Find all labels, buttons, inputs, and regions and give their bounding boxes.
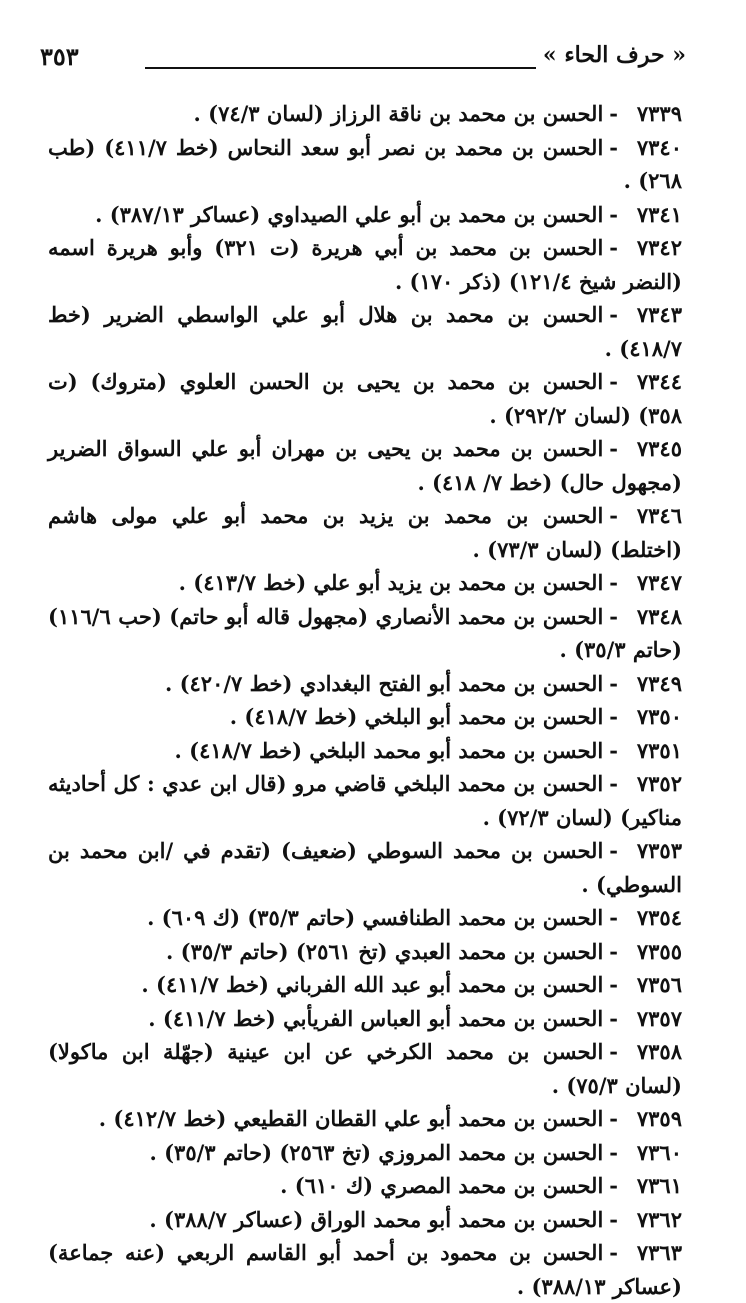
- entry-7349: [48, 667, 682, 701]
- entry-text: الحسن بن محمد أبو محمد البلخي (خط ٤١٨/٧) .: [174, 737, 604, 763]
- entry-text: الحسن بن محمد أبو العباس الفريأبي (خط ٤١١/٧) .: [148, 1005, 604, 1031]
- entry-number: ٧٣٤٢: [636, 235, 682, 260]
- entry-7341: [48, 198, 682, 232]
- entry-7350: [48, 700, 682, 734]
- entry-dash: -: [609, 1240, 618, 1265]
- entry-7357: [48, 1002, 682, 1036]
- entry-dash: -: [609, 503, 618, 528]
- entry-dash: -: [609, 1039, 618, 1064]
- entry-dash: -: [609, 1139, 618, 1165]
- entry-text: الحسن بن محمد بن هلال أبو علي الواسطي الضرير (خط ٤١٨/٧) .: [48, 302, 682, 361]
- entry-text: الحسن بن محمود بن أحمد أبو القاسم الربعي (عنه جماعة) (عساكر ٣٨٨/١٣) .: [48, 1240, 682, 1299]
- entry-text: الحسن بن محمد بن يزيد أبو علي (خط ٤١٣/٧) .: [178, 570, 604, 595]
- entry-text: الحسن بن محمد أبو علي القطان القطيعي (خط ٤١٢/٧) .: [98, 1106, 604, 1131]
- entry-number: ٧٣٤٩: [636, 670, 682, 696]
- entry-number: ٧٣٥٣: [636, 838, 682, 863]
- entry-text: الحسن بن محمد أبو البلخي (خط ٤١٨/٧) .: [229, 704, 604, 729]
- entry-7352: [48, 767, 682, 834]
- entry-dash: -: [609, 972, 618, 997]
- entry-dash: -: [609, 134, 618, 160]
- entry-text: الحسن بن محمد البلخي قاضي مرو (قال ابن عدي : كل أحاديثه مناكير) (لسان ٧٢/٣) .: [48, 771, 682, 830]
- entry-number: ٧٣٦٣: [636, 1240, 682, 1265]
- entry-dash: -: [609, 704, 618, 729]
- entry-number: ٧٣٥١: [636, 737, 682, 763]
- entry-number: ٧٣٥٢: [636, 771, 682, 796]
- entry-number: ٧٣٥٨: [636, 1039, 682, 1064]
- entry-text: الحسن بن محمد بن أبو علي الصيداوي (عساكر ٣٨٧/١٣) .: [95, 201, 604, 227]
- entry-number: ٧٣٦٠: [636, 1139, 682, 1165]
- entry-number: ٧٣٤٧: [636, 570, 682, 595]
- entry-dash: -: [609, 1106, 618, 1131]
- entry-7339: [48, 97, 682, 131]
- entry-number: ٧٣٥٦: [636, 972, 682, 997]
- entry-number: ٧٣٦٢: [636, 1206, 682, 1232]
- entry-dash: -: [609, 302, 618, 327]
- entry-7363: [48, 1236, 682, 1303]
- entry-dash: -: [609, 737, 618, 763]
- entry-text: الحسن بن محمد الأنصاري (مجهول قاله أبو حاتم) (حب ١١٦/٦) (حاتم ٣٥/٣) .: [48, 603, 682, 662]
- entry-7362: [48, 1203, 682, 1237]
- entry-text: الحسن بن محمد أبو عبد الله الفرباني (خط ٤١١/٧) .: [141, 972, 604, 997]
- page-header: [40, 42, 686, 82]
- entry-dash: -: [609, 570, 618, 595]
- entry-dash: -: [609, 771, 618, 796]
- entry-number: ٧٣٥٥: [636, 938, 682, 964]
- entry-text: الحسن بن محمد بن يزيد بن محمد أبو علي مولى هاشم (اختلط) (لسان ٧٣/٣) .: [48, 503, 682, 562]
- entry-7358: [48, 1035, 682, 1102]
- entry-7359: [48, 1102, 682, 1136]
- entry-dash: -: [609, 1173, 618, 1198]
- entry-number: ٧٣٤١: [636, 201, 682, 227]
- page-number: ٣٥٣: [40, 42, 79, 71]
- entry-text: الحسن بن محمد أبو محمد الوراق (عساكر ٣٨٨/٧) .: [149, 1206, 604, 1232]
- entry-7345: [48, 432, 682, 499]
- entry-dash: -: [609, 603, 618, 629]
- entry-7361: [48, 1169, 682, 1203]
- entry-7356: [48, 968, 682, 1002]
- entry-number: ٧٣٤٠: [636, 134, 682, 160]
- entry-number: ٧٣٦١: [636, 1173, 682, 1198]
- entry-number: ٧٣٥٤: [636, 905, 682, 930]
- entry-7351: [48, 734, 682, 768]
- entry-number: ٧٣٣٩: [636, 101, 682, 126]
- entry-7353: [48, 834, 682, 901]
- entry-text: الحسن بن محمد الطنافسي (حاتم ٣٥/٣) (ك ٦٠٩) .: [147, 905, 604, 930]
- entry-7355: [48, 935, 682, 969]
- entry-text: الحسن بن محمد السوطي (ضعيف) (تقدم في /ابن محمد بن السوطي) .: [48, 838, 682, 897]
- entry-text: الحسن بن محمد بن نصر أبو سعد النحاس (خط ٤١١/٧) (طب ٢٦٨) .: [48, 134, 682, 193]
- entry-number: ٧٣٥٩: [636, 1106, 682, 1131]
- entry-7340: [48, 131, 682, 198]
- entry-7354: [48, 901, 682, 935]
- entry-dash: -: [609, 369, 618, 394]
- entry-7360: [48, 1136, 682, 1170]
- entry-dash: -: [609, 201, 618, 227]
- entry-number: ٧٣٥٧: [636, 1005, 682, 1031]
- entry-number: ٧٣٤٨: [636, 603, 682, 629]
- entry-text: الحسن بن محمد المروزي (تخ ٢٥٦٣) (حاتم ٣٥/٣) .: [149, 1139, 604, 1165]
- entry-dash: -: [609, 235, 618, 260]
- entry-list: [48, 97, 682, 1303]
- entry-7347: [48, 566, 682, 600]
- entry-text: الحسن بن محمد بن ناقة الرزاز (لسان ٧٤/٣) .: [193, 101, 604, 126]
- entry-dash: -: [609, 838, 618, 863]
- entry-number: ٧٣٤٤: [636, 369, 682, 394]
- entry-text: الحسن بن محمد بن أبي هريرة (ت ٣٢١) وأبو هريرة اسمه (النضر شيخ ١٢١/٤) (ذكر ١٧٠) .: [48, 235, 682, 294]
- entry-7348: [48, 600, 682, 667]
- entry-dash: -: [609, 670, 618, 696]
- header-rule: [145, 67, 536, 69]
- entry-text: الحسن بن محمد العبدي (تخ ٢٥٦١) (حاتم ٣٥/٣) .: [166, 938, 604, 964]
- entry-dash: -: [609, 436, 618, 461]
- entry-7344: [48, 365, 682, 432]
- entry-number: ٧٣٥٠: [636, 704, 682, 729]
- entry-number: ٧٣٤٣: [636, 302, 682, 327]
- entry-dash: -: [609, 938, 618, 964]
- entry-text: الحسن بن محمد أبو الفتح البغدادي (خط ٤٢٠/٧) .: [164, 670, 604, 696]
- entry-number: ٧٣٤٦: [636, 503, 682, 528]
- entry-dash: -: [609, 1005, 618, 1031]
- running-title: « حرف الحاء »: [542, 42, 686, 68]
- entry-dash: -: [609, 905, 618, 930]
- entry-text: الحسن بن محمد بن يحيى بن الحسن العلوي (متروك) (ت ٣٥٨) (لسان ٢٩٢/٢) .: [48, 369, 682, 428]
- entry-dash: -: [609, 1206, 618, 1232]
- entry-dash: -: [609, 101, 618, 126]
- entry-number: ٧٣٤٥: [636, 436, 682, 461]
- entry-7343: [48, 298, 682, 365]
- entry-7346: [48, 499, 682, 566]
- entry-7342: [48, 231, 682, 298]
- entry-text: الحسن بن محمد الكرخي عن ابن عينية (جهّلة ابن ماكولا) (لسان ٧٥/٣) .: [48, 1039, 682, 1098]
- entry-text: الحسن بن محمد المصري (ك ٦١٠) .: [280, 1173, 604, 1198]
- entry-text: الحسن بن محمد بن يحيى بن مهران أبو علي السواق الضرير (مجهول حال) (خط ٧/ ٤١٨) .: [48, 436, 682, 495]
